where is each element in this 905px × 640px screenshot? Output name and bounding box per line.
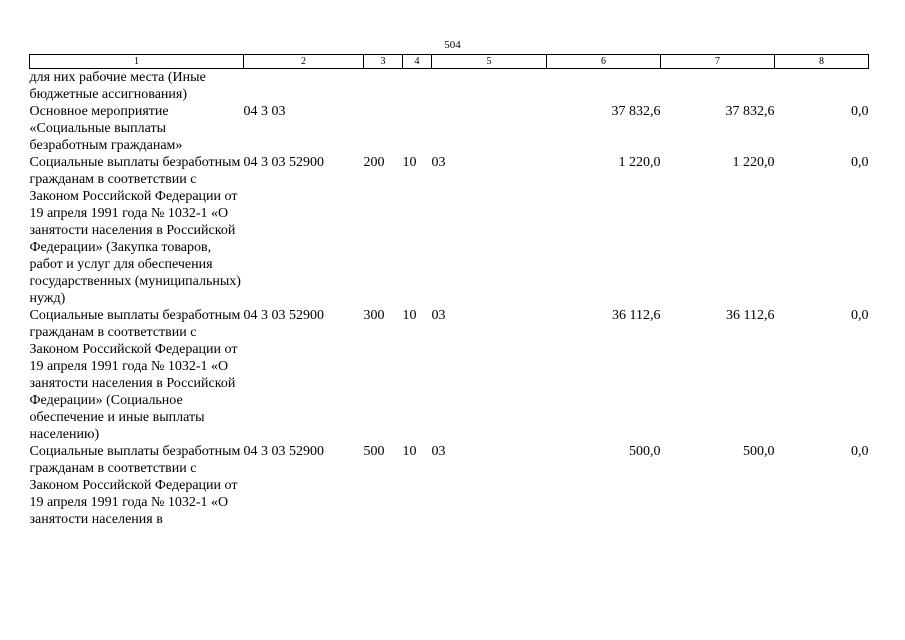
row-name: Социальные выплаты безработным гражданам в соответствии с Законом Российской Федерации от 19 апреля 1991 года № 1032-1 «О занятости населения в Российской Федерации» (Закупка товаров, работ и услуг для обеспечения государственных (муниципальных) нужд): [29, 155, 241, 306]
row-col3: 500: [363, 444, 385, 459]
table-row: [30, 443, 869, 528]
table-row: [30, 307, 869, 443]
row-col8: 0,0: [851, 155, 869, 170]
column-header-8: 8: [775, 55, 869, 69]
row-name: для них рабочие места (Иные бюджетные ассигнования): [29, 70, 206, 102]
table-body: [30, 69, 869, 529]
row-code: [244, 69, 364, 104]
row-col4: [403, 69, 432, 104]
row-col3: 300: [363, 308, 385, 323]
row-col3: 200: [363, 155, 385, 170]
row-code: 04 3 03 52900: [243, 155, 324, 170]
row-col8: 0,0: [851, 444, 869, 459]
row-col5: 03: [431, 308, 446, 323]
row-col7: 37 832,6: [725, 104, 775, 119]
row-col6: [547, 69, 661, 104]
row-col5: [432, 103, 547, 154]
row-name: Социальные выплаты безработным гражданам в соответствии с Законом Российской Федерации от 19 апреля 1991 года № 1032-1 «О занятости населения в Российской Федерации» (Социальное обеспечение и иные выплаты населению): [29, 308, 241, 442]
table-row: [30, 69, 869, 104]
table-row: [30, 103, 869, 154]
row-code: 04 3 03 52900: [243, 444, 324, 459]
column-header-1: 1: [30, 55, 244, 69]
column-header-7: 7: [661, 55, 775, 69]
column-header-6: 6: [547, 55, 661, 69]
row-col6: 500,0: [629, 444, 661, 459]
row-col4: 10: [402, 308, 417, 323]
row-col8: 0,0: [851, 308, 869, 323]
column-header-4: 4: [403, 55, 432, 69]
row-col7: [661, 69, 775, 104]
column-header-5: 5: [432, 55, 547, 69]
row-col5: [432, 69, 547, 104]
row-code: 04 3 03 52900: [243, 308, 324, 323]
row-col6: 1 220,0: [618, 155, 661, 170]
row-col7: 36 112,6: [726, 308, 775, 323]
row-col5: 03: [431, 155, 446, 170]
row-col7: 1 220,0: [732, 155, 775, 170]
column-header-2: 2: [244, 55, 364, 69]
row-name: Основное мероприятие «Социальные выплаты безработным гражданам»: [29, 104, 183, 153]
row-col5: 03: [431, 444, 446, 459]
row-col3: [364, 103, 403, 154]
budget-table: [29, 54, 869, 528]
table-row: [30, 154, 869, 307]
row-col4: [403, 103, 432, 154]
header-row: [30, 55, 869, 69]
page-number: 504: [444, 39, 461, 51]
row-code: 04 3 03: [243, 104, 286, 119]
row-col6: 37 832,6: [611, 104, 661, 119]
row-name: Социальные выплаты безработным гражданам в соответствии с Законом Российской Федерации от 19 апреля 1991 года № 1032-1 «О занятости населения в: [29, 444, 241, 527]
table-header: [30, 55, 869, 69]
row-col4: 10: [402, 155, 417, 170]
row-col7: 500,0: [743, 444, 775, 459]
column-header-3: 3: [364, 55, 403, 69]
row-col8: [775, 69, 869, 104]
row-col6: 36 112,6: [612, 308, 661, 323]
row-col4: 10: [402, 444, 417, 459]
row-col8: 0,0: [851, 104, 869, 119]
row-col3: [364, 69, 403, 104]
